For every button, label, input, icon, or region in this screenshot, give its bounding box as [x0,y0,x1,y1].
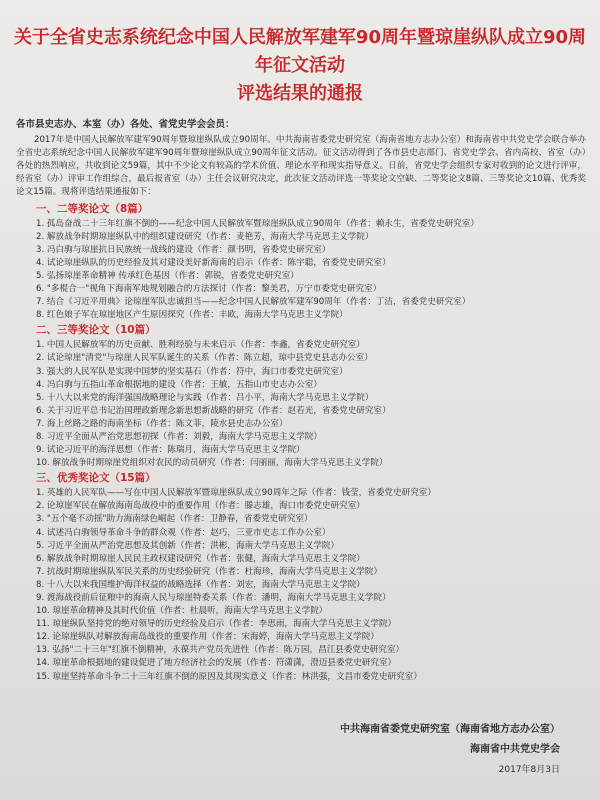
list-item: 8. 十八大以来我国维护海洋权益的战略选择（作者：刘宏，海南大学马克思主义学院） [36,579,365,590]
list-item: 5. 十八大以来党的海洋强国战略理论与实践（作者：吕小平，海南大学马克思主义学院） [36,392,374,403]
list-item: 1. 中国人民解放军的历史贡献、胜利经验与未来启示（作者：李鑫，省委党史研究室） [36,340,365,351]
signature-date: 2017年8月3日 [498,765,560,775]
list-item: 13. 弘扬"二十三年"红旗不倒精神，永葆共产党员先进性（作者：陈万园，昌江县委党史研究室） [36,645,405,656]
addressee: 各市县史志办、本室（办）各处、省党史学会会员： [16,119,235,130]
list-item: 3. "五个毫不动摇"助力海南绿色崛起（作者：卫静春，省委党史研究室） [36,514,313,525]
signature-block [300,720,560,780]
list-item: 4. 试论琼崖纵队的历史经验及其对建设美好新海南的启示（作者：陈宇聪，省委党史研究室） [36,257,391,268]
list-item: 4. 冯白驹与五指山革命根据地的建设（作者：王敏，五指山市史志办公室） [36,379,322,390]
signature-org-1: 中共海南省委党史研究室（海南省地方志办公室） [340,724,560,735]
list-item: 9. 渡海战役前后征粮中的海南人民与琼崖特委关系（作者：潘明，海南大学马克思主义学院） [36,593,391,603]
list-item: 4. 试述冯白驹领导革命斗争的群众观（作者：赵巧，三亚市史志工作办公室） [36,527,331,538]
list-item: 5. 习近平全面从严治党思想及其创新（作者：洪彬，海南大学马克思主义学院） [36,540,340,551]
list-item: 7. 抗战时期琼崖纵队军民关系的历史经验研究（作者：杜海珍，海南大学马克思主义学院） [36,566,383,577]
list-item: 6. 解放战争时期琼崖人民民主政权建设研究（作者：张健，海南大学马克思主义学院） [36,553,365,564]
list-item: 11. 琼崖纵队坚持党的绝对领导的历史经验及启示（作者：李思雨，海南大学马克思主义学院） [36,619,397,630]
list-item: 2. 试论琼崖"清党"与琼崖人民军队诞生的关系（作者：陈立超，琼中县党史县志办公室） [36,353,373,364]
list-item: 12. 论琼崖纵队对解放海南岛战役的重要作用（作者：宋海婷，海南大学马克思主义学院） [36,632,379,643]
section-third-prize-heading: 二、三等奖论文（10篇） [36,324,156,337]
list-item: 8. 红色娘子军在琼崖地区产生原因探究（作者：丰欧，海南大学马克思主义学院） [36,310,348,321]
list-item: 7. 结合《习近平用典》论琼崖军队忠诚担当——纪念中国人民解放军建军90周年（作者：丁洁，省委党史研究室） [36,297,471,308]
list-item: 1. 孤岛奋战二十三年红旗不倒的——纪念中国人民解放军暨琼崖纵队成立90周年（作者：赖永生，省委党史研究室） [36,218,479,229]
title-line-1: 关于全省史志系统纪念中国人民解放军建军90周年暨琼崖纵队成立90周年征文活动 [13,27,587,76]
list-item: 2. 论琼崖军民在解放海南岛战役中的重要作用（作者：滕志雄，海口市委党史研究室） [36,501,365,512]
list-item: 1. 英雄的人民军队——写在中国人民解放军暨琼崖纵队成立90周年之际（作者：钱莹，省委党史研究室） [36,488,436,499]
list-item: 3. 强大的人民军队是实现中国梦的坚实基石（作者：符中，海口市委党史研究室） [36,366,348,377]
list-item: 14. 琼崖革命根据地的建设促进了地方经济社会的发展（作者：符潇潇，澄迈县委党史研究室） [36,658,397,669]
list-item: 7. 海上丝路之路的海南坐标（作者：陈文菲，陵水县史志办公室） [36,418,288,429]
section-second-prize-heading: 一、二等奖论文（8篇） [36,202,149,215]
list-item: 6. "多棍合一"视角下海南军地规划融合的方法探讨（作者：黎美君，万宁市委党史研究室） [36,284,382,295]
list-item: 2. 解放战争时期琼崖纵队中的组织建设研究（作者：麦艳芳，海南大学马克思主义学院） [36,231,374,242]
list-item: 10. 琼崖革命精神及其时代价值（作者：杜晨听，海南大学马克思主义学院） [36,606,328,617]
signature-org-2: 海南省中共党史学会 [470,744,560,755]
list-item: 9. 试论习近平的海洋思想（作者：陈瑞月，海南大学马克思主义学院） [36,445,305,456]
section-excellence-prize-heading: 三、优秀奖论文（15篇） [36,472,156,485]
document-body [16,118,586,684]
list-item: 10. 解放战争时期琼崖党组织对农民的动员研究（作者：闫丽丽，海南大学马克思主义学院） [36,458,388,469]
list-item: 6. 关于习近平总书记治国理政新理念新思想新战略的研究（作者：赵若光，省委党史研究室） [36,405,391,416]
title-line-2: 评选结果的通报 [237,83,363,104]
list-item: 5. 弘扬琼崖革命精神 传承红色基因（作者：郭锐，省委党史研究室） [36,270,299,281]
list-item: 15. 琼崖坚持革命斗争二十三年红旗不倒的原因及其现实意义（作者：林洪强，文昌市委党史研究室） [36,671,422,682]
list-item: 3. 冯白驹与琼崖抗日民族统一战线的建设（作者：颜书明，省委党史研究室） [36,244,331,255]
document-title [10,24,590,108]
list-item: 8. 习近平全面从严治党思想初探（作者：刘毅，海南大学马克思主义学院） [36,431,322,442]
intro-paragraph: 2017年是中国人民解放军建军90周年暨琼崖纵队成立90周年。中共海南省委党史研究室（海南省地方志办公室）和海南省中共党史学会联合举办全省史志系统纪念中国人民解放军建军90周年暨琼崖纵队成立90周年征文活动。征文活动得到了各市县史志部门、省党史学会、省内高校、省室（办）各处的热烈响应，共收到论文59篇，其中不少论文有较高的学术价值、理论水平和现实指导意义。日前，省党史学会组织专家对收到的论文进行评审，经省室（办）评审工作组综合，最后报省室（办）主任会议研究决定，此次征文活动评选一等奖论文空缺、二等奖论文8篇、三等奖论文10篇、优秀奖论文15篇。现将评选结果通报如下： [16,135,586,198]
